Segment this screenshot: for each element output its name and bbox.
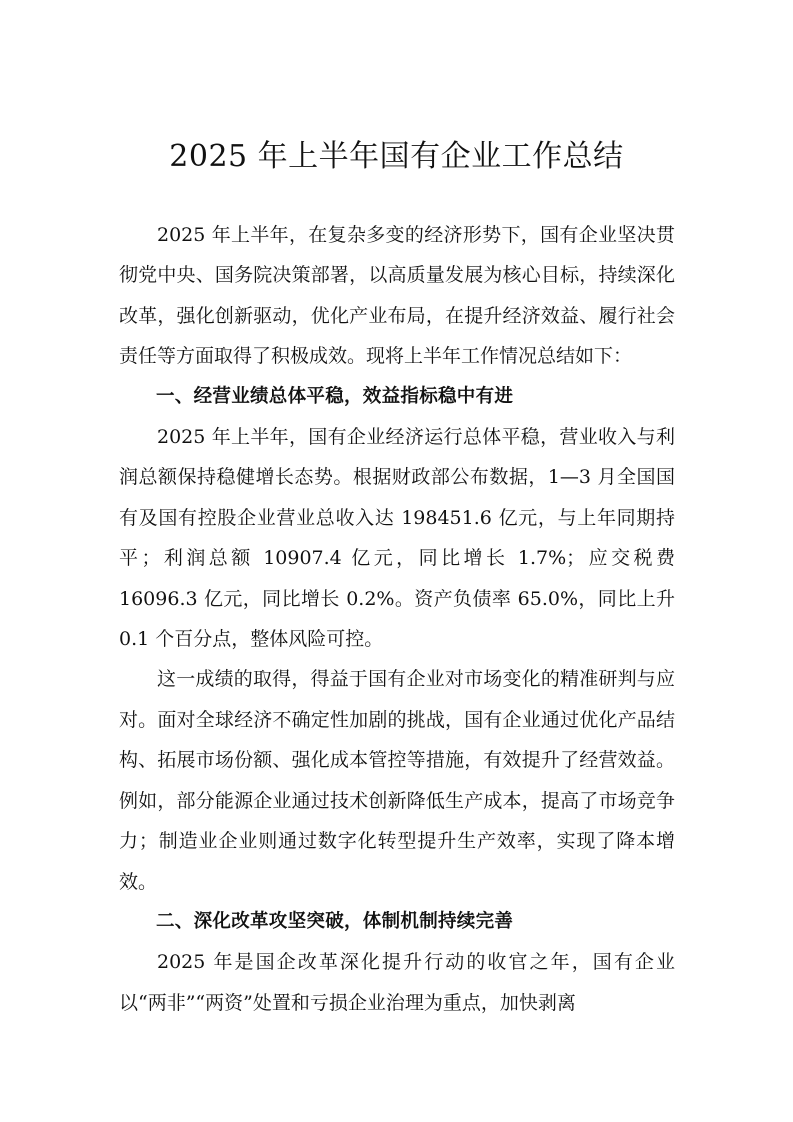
intro-paragraph: 2025 年上半年，在复杂多变的经济形势下，国有企业坚决贯彻党中央、国务院决策部署，以高质量发展为核心目标，持续深化改革，强化创新驱动，优化产业布局，在提升经济效益、履行社会责任等方面取得了积极成效。现将上半年工作情况总结如下： [119, 224, 675, 368]
section-1-paragraph-2: 这一成绩的取得，得益于国有企业对市场变化的精准研判与应对。面对全球经济不确定性加剧的挑战，国有企业通过优化产品结构、拓展市场份额、强化成本管控等措施，有效提升了经营效益。例如，部分能源企业通过技术创新降低生产成本，提高了市场竞争力；制造业企业则通过数字化转型提升生产效率，实现了降本增效。 [119, 668, 675, 893]
section-heading-2: 二、深化改革攻坚突破，体制机制持续完善 [156, 910, 514, 932]
section-1-paragraph-1: 2025 年上半年，国有企业经济运行总体平稳，营业收入与利润总额保持稳健增长态势。根据财政部公布数据，1—3 月全国国有及国有控股企业营业总收入达 198451.6 亿元，与上年同期持平；利润总额 10907.4 亿元，同比增长 1.7%；应交税费 16096.3 亿元，同比增长 0.2%。资产负债率 65.0%，同比上升 0.1 个百分点，整体风险可控。 [119, 426, 675, 651]
document-title: 2025 年上半年国有企业工作总结 [169, 139, 624, 174]
section-heading-1: 一、经营业绩总体平稳，效益指标稳中有进 [156, 385, 514, 407]
document-body [119, 215, 675, 1023]
section-2-paragraph-1: 2025 年是国企改革深化提升行动的收官之年，国有企业以“两非”“两资”处置和亏损企业治理为重点，加快剥离 [119, 951, 675, 1014]
